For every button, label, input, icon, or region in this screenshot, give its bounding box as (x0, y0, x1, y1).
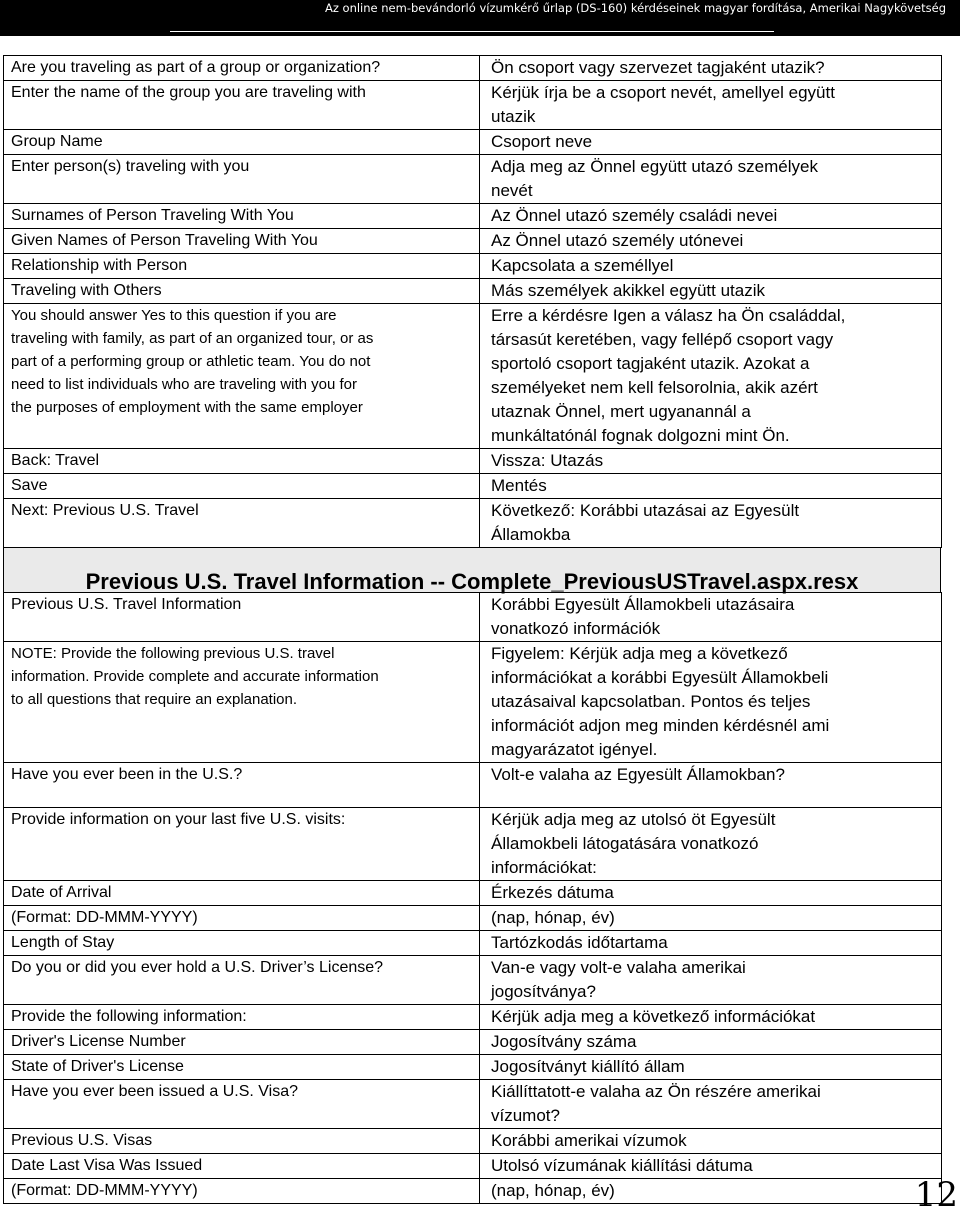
table-row (4, 1005, 942, 1030)
hungarian-cell (480, 1055, 942, 1080)
english-cell (4, 254, 480, 279)
hungarian-cell (480, 1080, 942, 1129)
hungarian-cell (480, 155, 942, 204)
translation-table-2 (3, 592, 942, 1204)
english-text: Save (11, 477, 48, 494)
english-text: Group Name (11, 133, 103, 150)
hungarian-cell (480, 474, 942, 499)
hungarian-cell (480, 1129, 942, 1154)
table-row (4, 906, 942, 931)
english-text: Date Last Visa Was Issued (11, 1157, 203, 1174)
english-text: Previous U.S. Visas (11, 1132, 153, 1149)
page-number: 12 (914, 1175, 958, 1215)
hungarian-text: Jogosítvány száma (491, 1032, 637, 1051)
hungarian-text: Jogosítványt kiállító állam (491, 1057, 685, 1076)
header-title: Az online nem-bevándorló vízumkérő űrlap (DS-160) kérdéseinek magyar fordítása, Amerikai Nagykövetség (324, 1, 946, 15)
english-text: Previous U.S. Travel Information (11, 596, 242, 613)
hungarian-text: Államokba (491, 525, 571, 544)
hungarian-cell (480, 1005, 942, 1030)
english-text: Enter person(s) traveling with you (11, 158, 250, 175)
english-text: Provide information on your last five U.S. visits: (11, 811, 346, 828)
english-cell (4, 1179, 480, 1204)
table-row (4, 279, 942, 304)
hungarian-cell (480, 763, 942, 808)
hungarian-text: (nap, hónap, év) (491, 1181, 615, 1200)
table-row (4, 1129, 942, 1154)
table-row (4, 881, 942, 906)
english-text: Have you ever been issued a U.S. Visa? (11, 1083, 298, 1100)
english-text: Length of Stay (11, 934, 115, 951)
english-cell (4, 808, 480, 881)
english-text: part of a performing group or athletic team. You do not (11, 353, 371, 370)
hungarian-cell (480, 56, 942, 81)
hungarian-text: utazásaival kapcsolatban. Pontos és teljes (491, 692, 811, 711)
english-cell (4, 279, 480, 304)
english-text: information. Provide complete and accurate information (11, 668, 379, 685)
hungarian-text: Kapcsolata a személlyel (491, 256, 674, 275)
page-header (0, 0, 960, 36)
hungarian-cell (480, 808, 942, 881)
english-text: Next: Previous U.S. Travel (11, 502, 199, 519)
english-cell (4, 642, 480, 763)
hungarian-text: utazik (491, 107, 536, 126)
english-cell (4, 229, 480, 254)
english-cell (4, 906, 480, 931)
hungarian-text: személyeket nem kell felsorolnia, akik azért (491, 378, 818, 397)
table-row (4, 204, 942, 229)
hungarian-text: Van-e vagy volt-e valaha amerikai (491, 958, 746, 977)
hungarian-text: sportoló csoport tagjaként utazik. Azokat a (491, 354, 810, 373)
table-row (4, 56, 942, 81)
hungarian-text: utaznak Önnel, mert ugyanannál a (491, 402, 751, 421)
table-row (4, 130, 942, 155)
english-text: Relationship with Person (11, 257, 188, 274)
english-cell (4, 449, 480, 474)
table-row (4, 1179, 942, 1204)
english-cell (4, 1030, 480, 1055)
english-text: to all questions that require an explanation. (11, 691, 298, 708)
hungarian-text: Vissza: Utazás (491, 451, 604, 470)
hungarian-cell (480, 254, 942, 279)
hungarian-text: Más személyek akikkel együtt utazik (491, 281, 765, 300)
hungarian-cell (480, 449, 942, 474)
hungarian-text: társasút keretében, vagy fellépő csoport vagy (491, 330, 834, 349)
table-row (4, 956, 942, 1005)
table-row (4, 931, 942, 956)
english-text: Back: Travel (11, 452, 100, 469)
hungarian-text: Korábbi Egyesült Államokbeli utazásaira (491, 595, 795, 614)
hungarian-text: Volt-e valaha az Egyesült Államokban? (491, 765, 785, 784)
table-row (4, 808, 942, 881)
table-row (4, 593, 942, 642)
table-row (4, 1080, 942, 1129)
hungarian-text: Mentés (491, 476, 547, 495)
english-text: need to list individuals who are traveling with you for (11, 376, 358, 393)
english-text: traveling with family, as part of an organized tour, or as (11, 330, 374, 347)
english-cell (4, 1005, 480, 1030)
hungarian-text: Kiállíttatott-e valaha az Ön részére amerikai (491, 1082, 821, 1101)
english-cell (4, 593, 480, 642)
table-row (4, 1154, 942, 1179)
english-text: NOTE: Provide the following previous U.S. travel (11, 645, 335, 662)
english-cell (4, 1080, 480, 1129)
english-text: Enter the name of the group you are traveling with (11, 84, 366, 101)
hungarian-cell (480, 956, 942, 1005)
english-text: Are you traveling as part of a group or organization? (11, 59, 381, 76)
hungarian-text: munkáltatónál fognak dolgozni mint Ön. (491, 426, 790, 445)
hungarian-text: Kérjük írja be a csoport nevét, amellyel együtt (491, 83, 835, 102)
hungarian-cell (480, 304, 942, 449)
hungarian-text: információt adjon meg minden kérdésnél ami (491, 716, 830, 735)
english-cell (4, 1154, 480, 1179)
hungarian-text: információkat: (491, 858, 597, 877)
english-cell (4, 881, 480, 906)
hungarian-cell (480, 1179, 942, 1204)
table-row (4, 1030, 942, 1055)
hungarian-text: Figyelem: Kérjük adja meg a következő (491, 644, 788, 663)
hungarian-cell (480, 81, 942, 130)
english-text: Do you or did you ever hold a U.S. Driver’s License? (11, 959, 384, 976)
hungarian-cell (480, 130, 942, 155)
hungarian-cell (480, 279, 942, 304)
hungarian-text: (nap, hónap, év) (491, 908, 615, 927)
english-text: Surnames of Person Traveling With You (11, 207, 294, 224)
english-text: State of Driver's License (11, 1058, 184, 1075)
hungarian-text: Csoport neve (491, 132, 593, 151)
table-row (4, 642, 942, 763)
english-text: Driver's License Number (11, 1033, 186, 1050)
table-row (4, 155, 942, 204)
section-title-text: Previous U.S. Travel Information -- Complete_PreviousUSTravel.aspx.resx (85, 569, 859, 594)
hungarian-text: Adja meg az Önnel együtt utazó személyek (491, 157, 818, 176)
hungarian-text: Államokbeli látogatására vonatkozó (491, 834, 759, 853)
hungarian-cell (480, 642, 942, 763)
hungarian-cell (480, 593, 942, 642)
english-cell (4, 474, 480, 499)
english-cell (4, 155, 480, 204)
english-text: (Format: DD-MMM-YYYY) (11, 909, 198, 926)
english-text: You should answer Yes to this question if you are (11, 307, 337, 324)
hungarian-cell (480, 881, 942, 906)
english-text: Traveling with Others (11, 282, 162, 299)
hungarian-text: jogosítványa? (491, 982, 596, 1001)
hungarian-cell (480, 906, 942, 931)
english-cell (4, 56, 480, 81)
hungarian-text: Érkezés dátuma (491, 883, 614, 902)
hungarian-text: Ön csoport vagy szervezet tagjaként utazik? (491, 58, 825, 77)
hungarian-text: Kérjük adja meg a következő információkat (491, 1007, 816, 1026)
english-text: Date of Arrival (11, 884, 112, 901)
hungarian-text: Utolsó vízumának kiállítási dátuma (491, 1156, 753, 1175)
english-text: the purposes of employment with the same employer (11, 399, 363, 416)
english-cell (4, 1129, 480, 1154)
table-row (4, 229, 942, 254)
header-underline (170, 31, 774, 32)
english-text: Have you ever been in the U.S.? (11, 766, 243, 783)
table-row (4, 81, 942, 130)
english-cell (4, 204, 480, 229)
table-row (4, 499, 942, 548)
hungarian-cell (480, 931, 942, 956)
hungarian-text: vonatkozó információk (491, 619, 661, 638)
hungarian-cell (480, 204, 942, 229)
hungarian-text: Korábbi amerikai vízumok (491, 1131, 687, 1150)
hungarian-text: magyarázatot igényel. (491, 740, 658, 759)
hungarian-text: információkat a korábbi Egyesült Államokbeli (491, 668, 829, 687)
table-row (4, 304, 942, 449)
english-cell (4, 931, 480, 956)
english-text: Provide the following information: (11, 1008, 247, 1025)
english-cell (4, 763, 480, 808)
hungarian-cell (480, 229, 942, 254)
table-row (4, 474, 942, 499)
hungarian-text: vízumot? (491, 1106, 560, 1125)
hungarian-text: Az Önnel utazó személy utónevei (491, 231, 744, 250)
english-cell (4, 956, 480, 1005)
english-cell (4, 304, 480, 449)
table-row (4, 1055, 942, 1080)
hungarian-text: nevét (491, 181, 533, 200)
english-cell (4, 81, 480, 130)
hungarian-text: Az Önnel utazó személy családi nevei (491, 206, 778, 225)
hungarian-text: Tartózkodás időtartama (491, 933, 668, 952)
english-cell (4, 1055, 480, 1080)
english-text: Given Names of Person Traveling With You (11, 232, 318, 249)
table-row (4, 449, 942, 474)
hungarian-cell (480, 1030, 942, 1055)
table-row (4, 254, 942, 279)
hungarian-cell (480, 1154, 942, 1179)
section-title (3, 548, 941, 592)
translation-table-1 (3, 55, 942, 548)
hungarian-text: Erre a kérdésre Igen a válasz ha Ön családdal, (491, 306, 846, 325)
english-cell (4, 499, 480, 548)
table-row (4, 763, 942, 808)
hungarian-text: Kérjük adja meg az utolsó öt Egyesült (491, 810, 776, 829)
hungarian-cell (480, 499, 942, 548)
english-cell (4, 130, 480, 155)
english-text: (Format: DD-MMM-YYYY) (11, 1182, 198, 1199)
hungarian-text: Következő: Korábbi utazásai az Egyesült (491, 501, 800, 520)
